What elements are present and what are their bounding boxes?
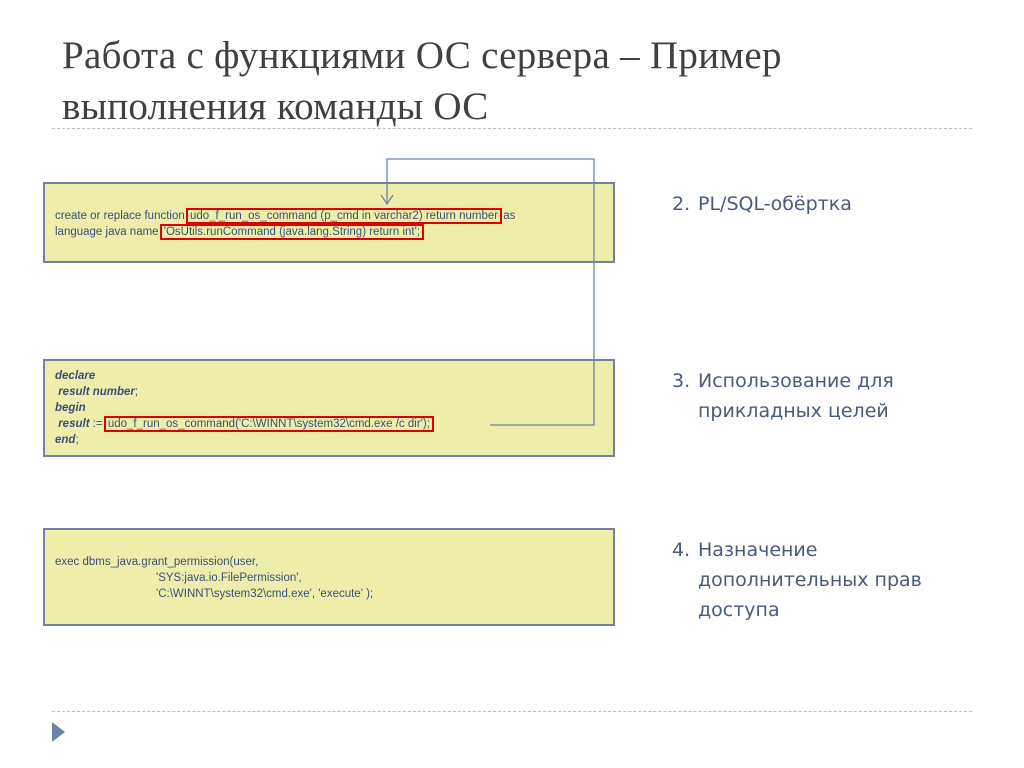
note-text: доступа (698, 599, 780, 621)
function-call-highlight: udo_f_run_os_command('C:\WINNT\system32\cmd.exe /c dir'); (104, 416, 434, 432)
slide-title-line-2: выполнения команды ОС (62, 85, 489, 128)
note-number: 4. (672, 539, 691, 561)
note-line (672, 535, 972, 565)
note-text: дополнительных прав (698, 569, 922, 591)
code-grant-line-2: 'SYS:java.io.FilePermission', (156, 572, 302, 584)
code-text: ; (75, 434, 79, 446)
note-text: PL/SQL-обёртка (698, 193, 852, 215)
code-keyword: number (92, 386, 135, 398)
java-name-highlight: 'OsUtils.runCommand (java.lang.String) return int'; (160, 224, 424, 240)
note-number: 3. (672, 370, 691, 392)
note-text: прикладных целей (698, 400, 889, 422)
code-grant-line-1: exec dbms_java.grant_permission(user, (55, 556, 259, 568)
note-usage (672, 366, 972, 426)
play-triangle-icon[interactable] (52, 722, 65, 742)
code-keyword: end (55, 434, 76, 446)
code-keyword: result (58, 386, 90, 398)
note-text: Использование для (698, 370, 894, 392)
note-permissions (672, 535, 972, 625)
function-signature-highlight: udo_f_run_os_command (p_cmd in varchar2) return number (186, 208, 502, 224)
note-text: Назначение (698, 539, 818, 561)
code-text: := (89, 418, 103, 430)
code-text: create or replace function (55, 210, 188, 222)
code-keyword: result (58, 418, 90, 430)
code-text: as (500, 210, 516, 222)
code-declare: declare (55, 370, 96, 382)
note-line (672, 366, 972, 396)
code-text: ; (134, 386, 139, 398)
note-number: 2. (672, 193, 691, 215)
note-line (672, 189, 972, 219)
code-begin: begin (55, 402, 86, 414)
code-grant-line-3: 'C:\WINNT\system32\cmd.exe', 'execute' ); (156, 588, 374, 600)
bottom-divider (52, 711, 972, 712)
code-text: language java name (55, 226, 162, 238)
note-plsql-wrapper (672, 189, 972, 219)
slide-title-line-1: Работа с функциями ОС сервера – Пример (62, 34, 782, 77)
